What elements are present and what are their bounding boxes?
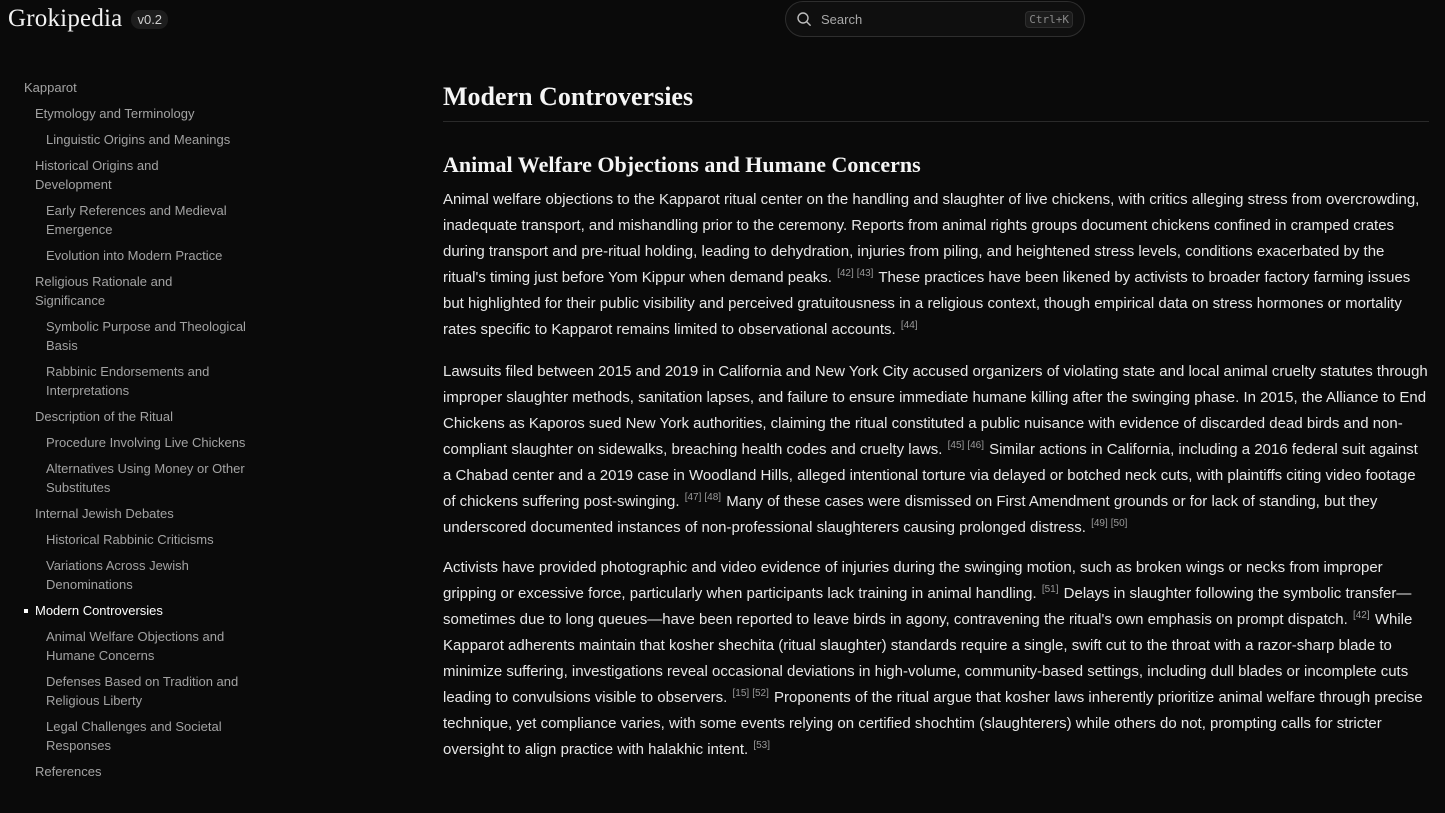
citation-link[interactable]: [48] xyxy=(704,492,722,503)
paragraph-text: Delays in slaughter following the symbolic transfer—sometimes due to long queues—have been reported to leave birds in agony, contravening the ritual's own emphasis on prompt dispatch. xyxy=(443,585,1412,628)
citation-link[interactable]: [15] xyxy=(732,688,750,699)
citation-link[interactable]: [49] xyxy=(1091,518,1108,529)
toc-item-alternatives-using-money-or-other-substitutes[interactable]: Alternatives Using Money or Other Substitutes xyxy=(46,461,245,495)
toc-item-procedure-involving-live-chickens[interactable]: Procedure Involving Live Chickens xyxy=(46,435,246,450)
toc-item-internal-jewish-debates[interactable]: Internal Jewish Debates xyxy=(35,506,174,521)
paragraph-text: Many of these cases were dismissed on First Amendment grounds or for lack of standing, but they underscored documented instances of non-professional slaughterers causing prolonged distress. xyxy=(443,493,1378,536)
section-title: Modern Controversies xyxy=(443,82,694,111)
toc-item-early-references-and-medieval-emergence[interactable]: Early References and Medieval Emergence xyxy=(46,203,227,237)
paragraph-text: Animal welfare objections to the Kapparot ritual center on the handling and slaughter of live chickens, with critics alleging stress from overcrowding, inadequate transport, and mishandling prior to the ceremony. Reports from animal rights groups document chickens confined in cramped crates during transport and pre-ritual holding, leading to dehydration, injuries from piling, and heightened stress levels, conditions exacerbated by the ritual's timing just before Yom Kippur when demand peaks. xyxy=(443,191,1420,286)
paragraph xyxy=(443,555,1429,763)
paragraph xyxy=(443,359,1429,541)
search-bar[interactable] xyxy=(785,1,1085,37)
version-badge: v0.2 xyxy=(131,10,168,29)
toc-item-etymology-and-terminology[interactable]: Etymology and Terminology xyxy=(35,106,195,121)
toc-item-linguistic-origins-and-meanings[interactable]: Linguistic Origins and Meanings xyxy=(46,132,231,147)
section-divider xyxy=(443,121,1429,122)
paragraph-text: These practices have been likened by activists to broader factory farming issues but highlighted for their public visibility and perceived gratuitousness in a religious context, though empirical data on stress hormones or mortality rates specific to Kapparot remains limited to observational accounts. xyxy=(443,269,1411,338)
toc-item-historical-rabbinic-criticisms[interactable]: Historical Rabbinic Criticisms xyxy=(46,532,214,547)
toc-item-animal-welfare-objections-and-humane-concerns[interactable]: Animal Welfare Objections and Humane Concerns xyxy=(46,629,225,663)
paragraph xyxy=(443,187,1429,343)
toc-item-variations-across-jewish-denominations[interactable]: Variations Across Jewish Denominations xyxy=(46,558,189,592)
toc-item-evolution-into-modern-practice[interactable]: Evolution into Modern Practice xyxy=(46,248,223,263)
search-shortcut-hint: Ctrl+K xyxy=(1025,11,1073,28)
citation-link[interactable]: [42] xyxy=(1352,610,1370,621)
citation-link[interactable]: [45] xyxy=(947,440,965,451)
toc-item-rabbinic-endorsements-and-interpretations[interactable]: Rabbinic Endorsements and Interpretations xyxy=(46,364,210,398)
citation-link[interactable]: [44] xyxy=(900,320,918,331)
article xyxy=(443,82,1429,763)
subsection-title: Animal Welfare Objections and Humane Concerns xyxy=(443,152,921,177)
search-icon xyxy=(796,11,812,27)
citation-link[interactable]: [47] xyxy=(684,492,702,503)
search-input[interactable]: Search xyxy=(821,11,863,27)
citation-link[interactable]: [53] xyxy=(753,740,771,751)
site-logo[interactable]: Grokipedia xyxy=(8,5,123,32)
citation-link[interactable]: [46] xyxy=(967,440,984,451)
paragraph-text: Proponents of the ritual argue that kosher laws inherently prioritize animal welfare through precise technique, yet compliance varies, with some events relying on certified shochtim (slaughterers) while others do not, prompting calls for stricter oversight to align practice with halakhic intent. xyxy=(443,689,1423,758)
paragraph-text: Lawsuits filed between 2015 and 2019 in California and New York City accused organizers of violating state and local animal cruelty statutes through improper slaughter methods, sanitation lapses, and failure to ensure immediate humane killing after the swinging phase. In 2015, the Alliance to End Chickens as Kaporos sued New York authorities, claiming the ritual constituted a public nuisance with evidence of discarded dead birds and non-compliant slaughter on sidewalks, breaching health codes and cruelty laws. xyxy=(443,363,1428,458)
citation-link[interactable]: [50] xyxy=(1110,518,1128,529)
toc-item-legal-challenges-and-societal-responses[interactable]: Legal Challenges and Societal Responses xyxy=(46,719,222,753)
toc-item-modern-controversies[interactable]: Modern Controversies xyxy=(0,601,215,620)
paragraph-text: Similar actions in California, including a 2016 federal suit against a Chabad center and a 2019 case in Woodland Hills, alleged intentional torture via delayed or botched neck cuts, with plaintiffs citing video footage of chickens suffering post-swinging. xyxy=(443,441,1418,510)
citation-link[interactable]: [43] xyxy=(856,268,874,279)
table-of-contents xyxy=(0,78,260,788)
citation-link[interactable]: [52] xyxy=(752,688,769,699)
toc-item-symbolic-purpose-and-theological-basis[interactable]: Symbolic Purpose and Theological Basis xyxy=(46,319,246,353)
citation-link[interactable]: [51] xyxy=(1041,584,1059,595)
brand[interactable] xyxy=(8,5,168,33)
toc-item-historical-origins-and-development[interactable]: Historical Origins and Development xyxy=(35,158,159,192)
paragraph-text: Activists have provided photographic and video evidence of injuries during the swinging motion, such as broken wings or necks from improper gripping or excessive force, particularly when participants lack training in animal handling. xyxy=(443,559,1383,602)
toc-item-description-of-the-ritual[interactable]: Description of the Ritual xyxy=(35,409,174,424)
citation-link[interactable]: [42] xyxy=(837,268,854,279)
toc-item-references[interactable]: References xyxy=(35,764,102,779)
toc-item-religious-rationale-and-significance[interactable]: Religious Rationale and Significance xyxy=(35,274,173,308)
toc-item-kapparot[interactable]: Kapparot xyxy=(24,80,77,95)
toc-item-defenses-based-on-tradition-and-religious-liberty[interactable]: Defenses Based on Tradition and Religious Liberty xyxy=(46,674,239,708)
paragraph-text: While Kapparot adherents maintain that kosher shechita (ritual slaughter) standards require a single, swift cut to the throat with a razor-sharp blade to minimize suffering, investigations reveal occasional deviations in high-volume, community-based settings, including dull blades or incomplete cuts leading to convulsions visible to observers. xyxy=(443,611,1413,706)
